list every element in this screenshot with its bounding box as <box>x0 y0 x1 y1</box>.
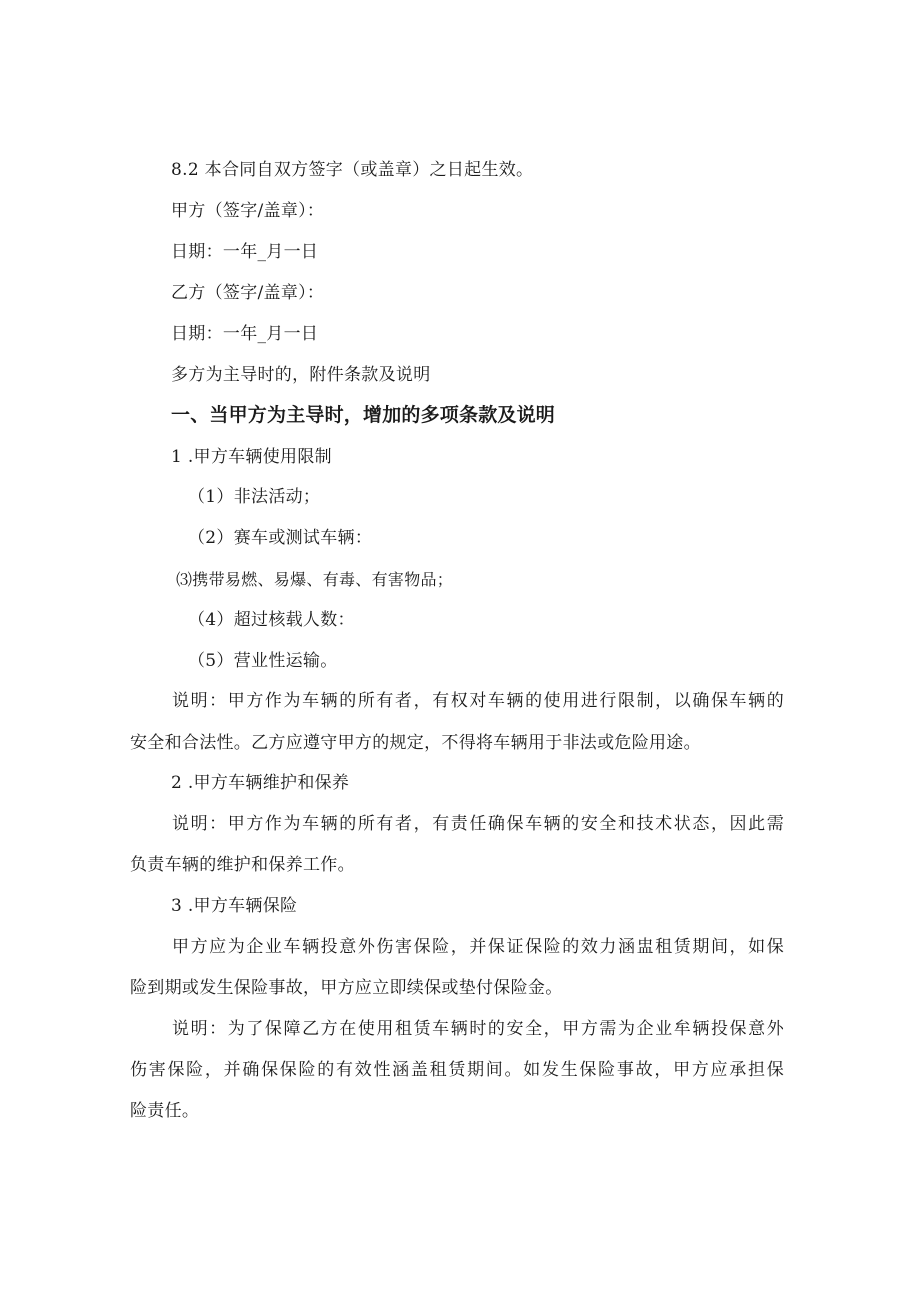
section-heading: 一、当甲方为主导时，增加的多项条款及说明 <box>171 404 556 426</box>
list-item: （5）营业性运输。 <box>188 651 338 671</box>
item3-body-line: 甲方应为企业车辆投意外伤害保险，并保证保险的效力涵盅租赁期间，如保 <box>172 937 784 957</box>
item3-body-line: 险到期或发生保险事故，甲方应立即续保或垫付保险金。 <box>130 978 563 998</box>
party-b-date-line: 日期：一年_月一日 <box>171 324 319 344</box>
party-b-signature-line: 乙方（签字/盖章）： <box>171 283 325 303</box>
item3-note-line: 说明：为了保障乙方在使用租赁车辆时的安全，甲方需为企业牟辆投保意外 <box>172 1019 784 1039</box>
list-item: （2）赛车或测试车辆： <box>188 528 373 548</box>
clause-8-2: 8.2 本合同自双方签字（或盖章）之日起生效。 <box>171 160 534 180</box>
list-item: （1）非法活动； <box>188 487 321 507</box>
list-item: ⑶携带易燃、易爆、有毒、有害物品； <box>176 570 454 589</box>
item3-title: 3 .甲方车辆保险 <box>171 896 298 916</box>
party-a-signature-line: 甲方（签字/盖章）： <box>171 201 325 221</box>
party-a-date-line: 日期：一年_月一日 <box>171 242 319 262</box>
item3-note-line: 险责任。 <box>130 1101 200 1121</box>
appendix-title: 多方为主导时的，附件条款及说明 <box>171 365 431 385</box>
item2-note-line: 负责车辆的维护和保养工作。 <box>130 855 355 875</box>
item1-note-line: 安全和合法性。乙方应遵守甲方的规定，不得将车辆用于非法或危险用途。 <box>130 733 701 753</box>
item1-title: 1 .甲方车辆使用限制 <box>171 447 332 467</box>
item1-note-line: 说明：甲方作为车辆的所有者，有权对车辆的使用进行限制，以确保车辆的 <box>172 691 784 711</box>
list-item: （4）超过核载人数： <box>188 610 355 630</box>
item2-note-line: 说明：甲方作为车辆的所有者，有责任确保车辆的安全和技术状态，因此需 <box>172 814 784 834</box>
item3-note-line: 伤害保险，并确保保险的有效性涵盖租赁期间。如发生保险事故，甲方应承担保 <box>130 1060 784 1080</box>
item2-title: 2 .甲方车辆维护和保养 <box>171 773 350 793</box>
